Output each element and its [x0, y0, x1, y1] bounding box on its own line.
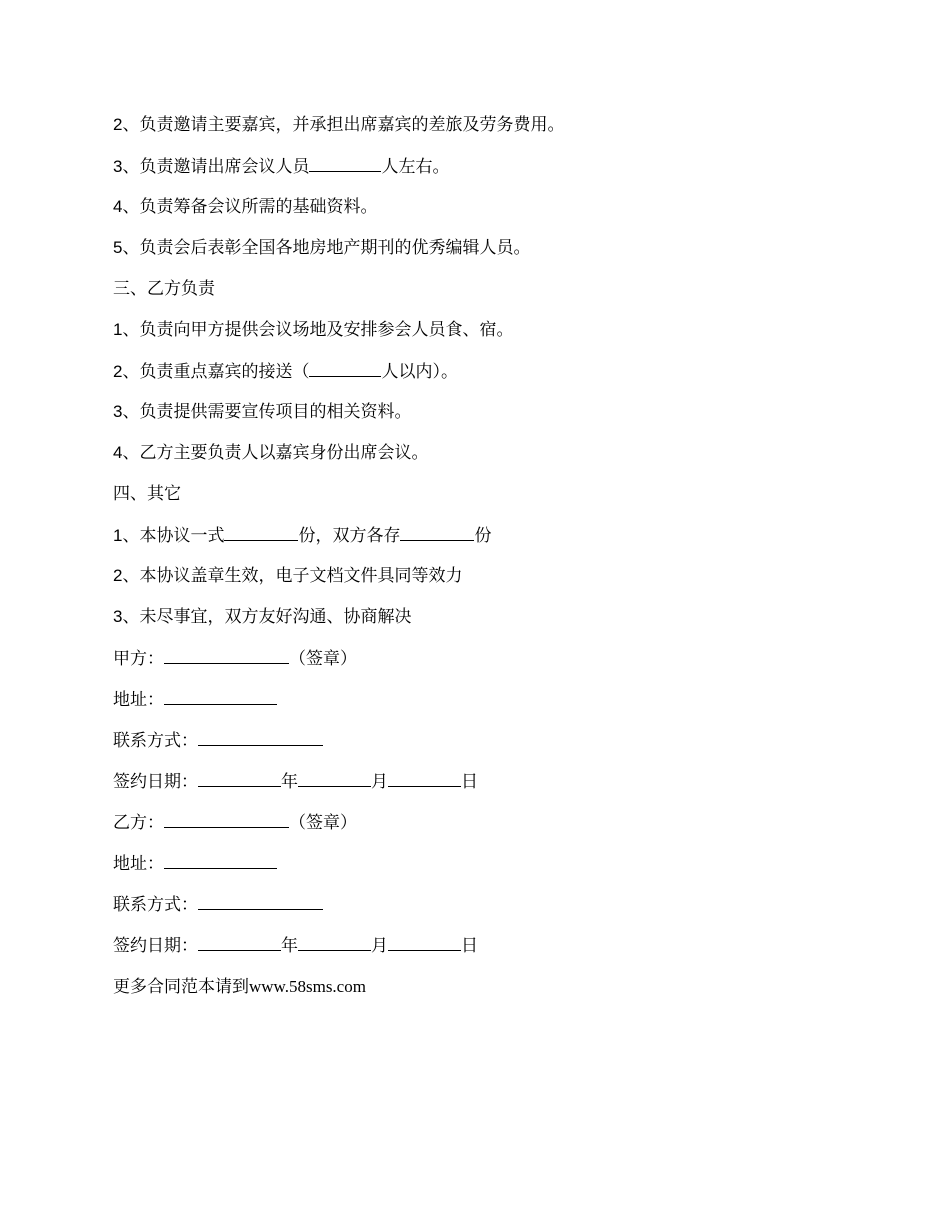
item-number: 2: [113, 566, 123, 585]
list-item: [113, 236, 530, 260]
fill-blank: [388, 933, 461, 951]
fill-blank: [298, 933, 371, 951]
list-item: [113, 318, 513, 342]
address-label: 地址：: [113, 690, 164, 710]
item-number: 1: [113, 526, 123, 545]
list-item: [113, 359, 458, 384]
party-b-date-line: [113, 933, 478, 958]
date-label: 签约日期：: [113, 936, 198, 956]
party-b-label: 乙方：: [113, 813, 164, 833]
party-a-signature-line: [113, 646, 357, 671]
item-text: 、负责邀请出席会议人员: [122, 157, 310, 177]
party-b-address-line: [113, 851, 277, 876]
item-number: 3: [113, 402, 123, 421]
item-number: 4: [113, 443, 123, 462]
party-a-label: 甲方：: [113, 649, 164, 669]
party-a-contact-line: [113, 728, 323, 753]
fill-blank: [198, 728, 323, 746]
fill-blank: [309, 359, 381, 377]
item-text: 、乙方主要负责人以嘉宾身份出席会议。: [122, 443, 429, 463]
fill-blank: [224, 523, 298, 541]
list-item: [113, 441, 428, 465]
item-text: 、负责重点嘉宾的接送（: [122, 362, 310, 382]
item-number: 3: [113, 157, 123, 176]
footer-text: 更多合同范本请到: [113, 977, 249, 997]
item-number: 1: [113, 320, 123, 339]
month-label: 月: [371, 936, 388, 956]
footer-note: [113, 975, 366, 999]
item-text: 份: [474, 526, 492, 546]
item-text: 人以内）。: [381, 362, 458, 382]
item-number: 5: [113, 238, 123, 257]
contact-label: 联系方式：: [113, 731, 198, 751]
item-text: 、本协议一式: [122, 526, 225, 546]
fill-blank: [164, 810, 289, 828]
fill-blank: [309, 154, 381, 172]
fill-blank: [164, 687, 277, 705]
item-text: 、本协议盖章生效，电子文档文件具同等效力: [122, 566, 463, 586]
item-text: 份，双方各存: [298, 526, 401, 546]
item-text: 、负责会后表彰全国各地房地产期刊的优秀编辑人员。: [122, 238, 531, 258]
party-a-address-line: [113, 687, 277, 712]
item-number: 3: [113, 607, 123, 626]
item-text: 、未尽事宜，双方友好沟通、协商解决: [122, 607, 412, 627]
item-number: 2: [113, 115, 123, 134]
year-label: 年: [281, 936, 298, 956]
item-text: 、负责向甲方提供会议场地及安排参会人员食、宿。: [122, 320, 514, 340]
contact-label: 联系方式：: [113, 895, 198, 915]
list-item: [113, 564, 462, 588]
party-b-signature-line: [113, 810, 357, 835]
day-label: 日: [461, 936, 478, 956]
fill-blank: [164, 851, 277, 869]
party-a-date-line: [113, 769, 478, 794]
item-text: 、负责提供需要宣传项目的相关资料。: [122, 402, 412, 422]
fill-blank: [198, 769, 281, 787]
list-item: [113, 523, 491, 548]
item-number: 2: [113, 362, 123, 381]
fill-blank: [400, 523, 474, 541]
year-label: 年: [281, 772, 298, 792]
section-heading: 三、乙方负责: [113, 279, 215, 299]
list-item: [113, 154, 449, 179]
section-heading: 四、其它: [113, 484, 181, 504]
seal-label: （签章）: [289, 649, 357, 669]
address-label: 地址：: [113, 854, 164, 874]
fill-blank: [298, 769, 371, 787]
date-label: 签约日期：: [113, 772, 198, 792]
list-item: [113, 605, 411, 629]
list-item: [113, 195, 377, 219]
fill-blank: [164, 646, 289, 664]
item-text: 人左右。: [381, 157, 450, 177]
item-text: 、负责邀请主要嘉宾，并承担出席嘉宾的差旅及劳务费用。: [122, 115, 565, 135]
list-item: [113, 113, 564, 137]
fill-blank: [198, 892, 323, 910]
item-number: 4: [113, 197, 123, 216]
fill-blank: [198, 933, 281, 951]
item-text: 、负责筹备会议所需的基础资料。: [122, 197, 378, 217]
party-b-contact-line: [113, 892, 323, 917]
month-label: 月: [371, 772, 388, 792]
seal-label: （签章）: [289, 813, 357, 833]
day-label: 日: [461, 772, 478, 792]
list-item: [113, 400, 411, 424]
footer-url[interactable]: www.58sms.com: [249, 977, 366, 996]
fill-blank: [388, 769, 461, 787]
